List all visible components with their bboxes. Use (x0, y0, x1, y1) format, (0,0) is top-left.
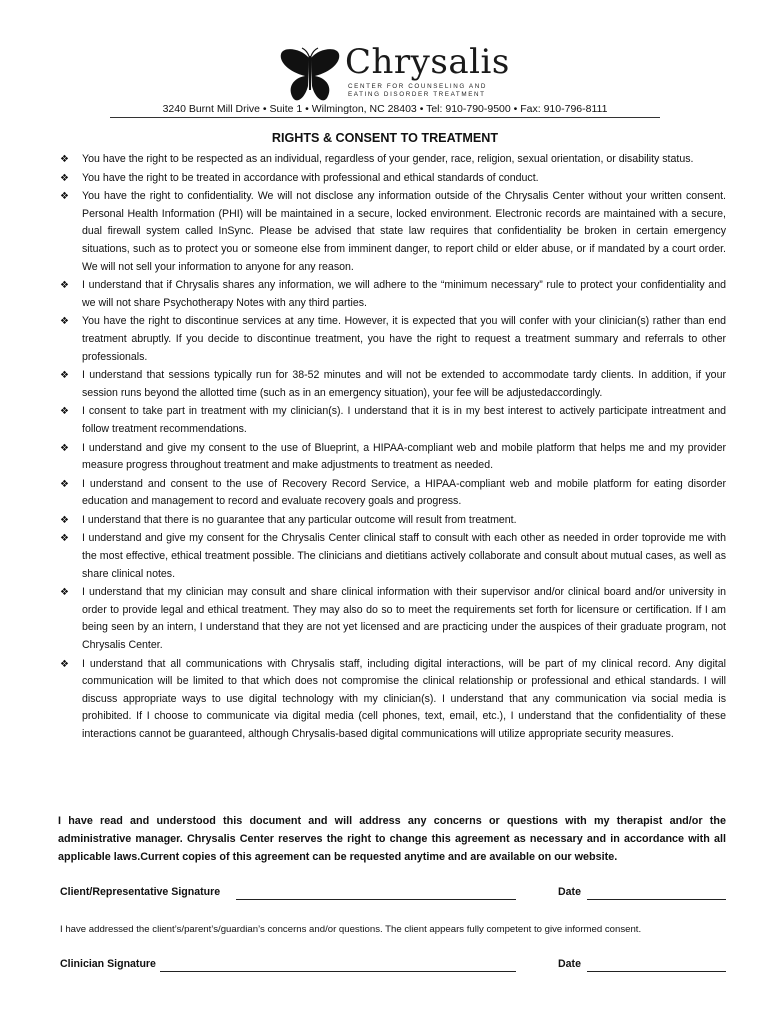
clinician-signature-label: Clinician Signature (60, 958, 156, 970)
list-item (60, 476, 726, 511)
client-signature-row (60, 886, 726, 902)
list-item (60, 313, 726, 366)
list-item (60, 656, 726, 744)
list-item (60, 403, 726, 438)
client-date-label: Date (558, 886, 581, 898)
item-text: I understand that my clinician may consult and share clinical information with their supervisor and/or clinical board and/or university in order to provide legal and ethical treatment. They may also do so to meet the requirements set forth for licensure or certification. If I am being seen by an intern, I understand that they are not yet licensed and are practicing under the auspices of their graduate program, not Chrysalis Center. (82, 586, 726, 652)
diamond-bullet-icon: ❖ (60, 533, 69, 545)
list-item (60, 512, 726, 530)
item-text: I understand and give my consent to the use of Blueprint, a HIPAA-compliant web and mobile platform that helps me and my provider measure progress throughout treatment and make adjustments to treatment as needed. (82, 441, 726, 472)
list-item (60, 188, 726, 276)
item-text: I understand that there is no guarantee that any particular outcome will result from treatment. (82, 513, 517, 526)
item-text: I consent to take part in treatment with my clinician(s). I understand that it is in my best interest to actively participate intreatment and follow treatment recommendations. (82, 405, 726, 435)
diamond-bullet-icon: ❖ (60, 191, 69, 203)
rights-list (60, 151, 726, 745)
list-item (60, 277, 726, 312)
diamond-bullet-icon: ❖ (60, 280, 69, 292)
item-text: I understand and give my consent for the Chrysalis Center clinical staff to consult with each other as needed in order toprovide me with the most effective, ethical treatment possible. The clinicians and dietitians actively collaborate and consult about mutual cases, as well as share clinical notes. (82, 532, 726, 580)
logo-wordmark: Chrysalis (345, 42, 510, 82)
clinician-signature-row (60, 958, 726, 974)
letterhead (0, 40, 770, 120)
item-text: I understand that all communications with Chrysalis staff, including digital interactions, will be part of my clinical record. Any digital communication will be limited to that which does not compromise the clinical relationship or professional and ethical standards. I will discuss appropriate ways to use digital technology with my clinician(s). I understand that any communication via social media is prohibited. If I choose to communicate via digital media (cell phones, text, email, etc.), I understand that the confidentiality of these interactions cannot be guaranteed, although Chrysalis-based digital communications will utilize appropriate security measures. (82, 657, 726, 740)
list-item (60, 584, 726, 654)
item-text: You have the right to discontinue services at any time. However, it is expected that you will confer with your clinician(s) rather than end treatment abruptly. If you decide to discontinue treatment, you have the right to request a treatment summary and referrals to other professionals. (82, 315, 726, 363)
document-title: RIGHTS & CONSENT TO TREATMENT (271, 131, 499, 145)
diamond-bullet-icon: ❖ (60, 514, 69, 526)
diamond-bullet-icon: ❖ (60, 406, 69, 418)
logo-tagline-line-1: CENTER FOR COUNSELING AND (348, 83, 488, 90)
diamond-bullet-icon: ❖ (60, 172, 69, 184)
diamond-bullet-icon: ❖ (60, 587, 69, 599)
client-signature-label: Client/Representative Signature (60, 886, 221, 898)
acknowledgement-paragraph: I have read and understood this document and will address any concerns or questions with my therapist and/or the administrative manager. Chrysalis Center reserves the right to change this agreement as necessary and in accordance with all applicable laws.Current copies of this agreement can be requested anytime and are available on our website. (58, 815, 726, 863)
diamond-bullet-icon: ❖ (60, 478, 69, 490)
client-signature-field[interactable] (236, 899, 516, 900)
item-text: I understand and consent to the use of Recovery Record Service, a HIPAA-compliant web and mobile platform for eating disorder education and management to record and evaluate recovery goals and progress. (82, 477, 726, 508)
diamond-bullet-icon: ❖ (60, 442, 69, 454)
diamond-bullet-icon: ❖ (60, 316, 69, 328)
logo-tagline (348, 83, 487, 99)
logo-tagline-line-2: EATING DISORDER TREATMENT (348, 91, 486, 98)
list-item (60, 530, 726, 583)
clinician-date-label: Date (558, 958, 581, 970)
client-date-field[interactable] (587, 899, 726, 900)
item-text: You have the right to be respected as an individual, regardless of your gender, race, religion, sexual orientation, or disability status. (82, 153, 694, 165)
item-text: I understand that sessions typically run for 38-52 minutes and will not be extended to accommodate tardy clients. In addition, if your session runs beyond the allotted time (such as in an emergency situation), your fee will be adjustedaccordingly. (82, 369, 726, 399)
item-text: You have the right to be treated in accordance with professional and ethical standards of conduct. (82, 171, 539, 184)
diamond-bullet-icon: ❖ (60, 658, 69, 670)
clinician-signature-field[interactable] (160, 971, 516, 972)
clinician-date-field[interactable] (587, 971, 726, 972)
butterfly-logo-icon (275, 46, 345, 106)
list-item (60, 440, 726, 475)
address-line: 3240 Burnt Mill Drive • Suite 1 • Wilmington, NC 28403 • Tel: 910-790-9500 • Fax: 910-796-8111 (162, 103, 608, 115)
list-item (60, 170, 726, 188)
list-item (60, 151, 726, 169)
diamond-bullet-icon: ❖ (60, 370, 69, 382)
item-text: I understand that if Chrysalis shares any information, we will adhere to the “minimum necessary” rule to protect your confidentiality and we will not share Psychotherapy Notes with any third parties. (82, 279, 726, 309)
list-item (60, 367, 726, 402)
clinician-attestation: I have addressed the client’s/parent’s/guardian’s concerns and/or questions. The client appears fully competent to give informed consent. (60, 924, 642, 935)
item-text: You have the right to confidentiality. We will not disclose any information outside of the Chrysalis Center without your written consent. Personal Health Information (PHI) will be maintained in a secure, locked environment. Electronic records are maintained with a secure, dual firewall system called InSync. Please be advised that state law requires that confidentiality be broken in certain emergency situations, such as to protect you or someone else from imminent danger, to report child or elder abuse, or if mandated by a court order. We will not sell your information to anyone for any reason. (82, 190, 726, 273)
diamond-bullet-icon: ❖ (60, 154, 69, 165)
header-divider (110, 117, 660, 118)
